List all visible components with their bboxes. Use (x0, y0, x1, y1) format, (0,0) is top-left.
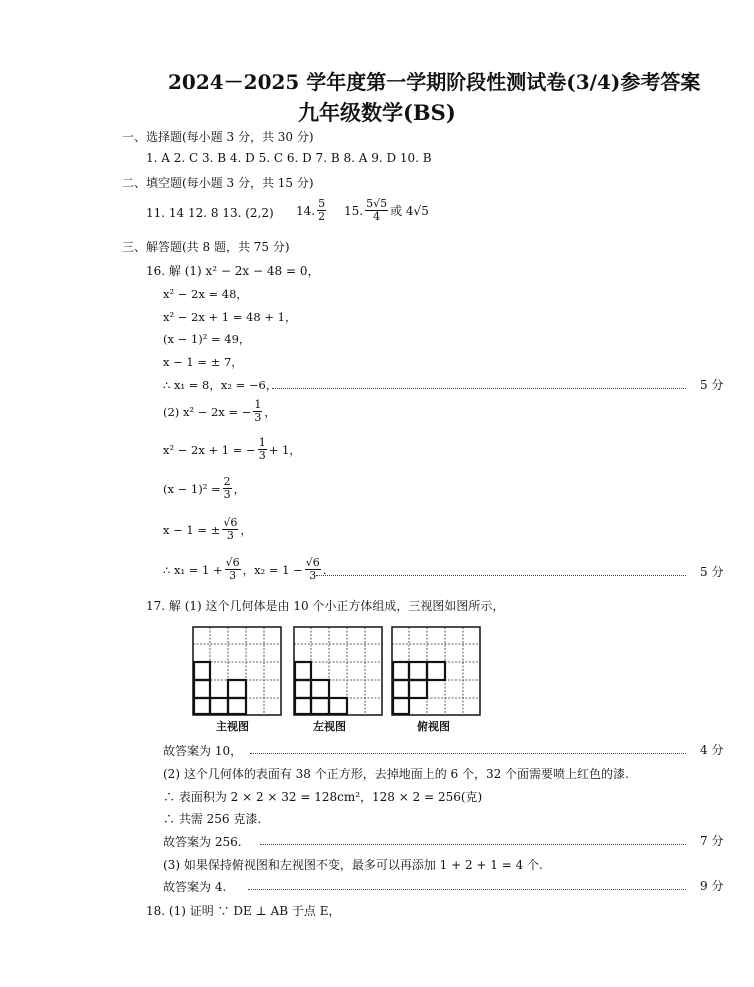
section-heading-choice: 一、选择题(每小题 3 分，共 30 分) (122, 130, 314, 144)
fill-answers-11-13: 11. 14 12. 8 13. (2,2) (146, 206, 274, 220)
q16-line6: ∴ x₁ = 8，x₂ = −6， (163, 378, 278, 392)
section-heading-solve: 三、解答题(共 8 题，共 75 分) (122, 240, 290, 254)
q17-line1: 17. 解 (1) 这个几何体是由 10 个小正方体组成，三视图如图所示， (146, 599, 505, 613)
q16-line10: x − 1 = ± $\frac{√6}{3}$ ， (163, 516, 252, 542)
q17-line5: ∴ 共需 256 克漆. (163, 812, 262, 826)
score-leader (316, 575, 686, 576)
q16-line5: x − 1 = ± 7， (163, 355, 243, 369)
q15-label: 15. (344, 203, 364, 218)
q17-line3: (2) 这个几何体的表面有 38 个正方形，去掉地面上的 6 个，32 个面需要喷上红色的漆. (163, 767, 629, 781)
q16-line8: x² − 2x + 1 = − $\frac{1}{3}$ + 1， (163, 436, 301, 462)
q17-score3: 9 分 (700, 879, 724, 893)
q16-score1: 5 分 (700, 378, 724, 392)
front-view-grid (192, 626, 282, 716)
q16-line9: (x − 1)² = $\frac{2}{3}$ ， (163, 475, 246, 501)
top-view-grid (391, 626, 481, 716)
q14-label: 14. (296, 203, 316, 218)
q18-line1: 18. (1) 证明 ∵ DE ⊥ AB 于点 E， (146, 904, 341, 918)
caption-front-view: 主视图 (216, 720, 249, 733)
score-leader (248, 889, 686, 890)
fill-answer-14 (296, 198, 328, 223)
q16-line7: (2) x² − 2x = − $\frac{1}{3}$ ， (163, 398, 276, 424)
q16-score2: 5 分 (700, 565, 724, 579)
q16-line11: ∴ x₁ = 1 + $\frac{√6}{3}$ ，x₂ = 1 − $\frac{√6}{3}$ . (163, 556, 327, 582)
q16-line1: 16. 解 (1) x² − 2x − 48 = 0， (146, 264, 320, 278)
q17-line2: 故答案为 10， (163, 744, 243, 758)
section-heading-fill: 二、填空题(每小题 3 分，共 15 分) (122, 176, 314, 190)
page-subtitle: 九年级数学(BS) (298, 100, 456, 125)
q17-score1: 4 分 (700, 743, 724, 757)
choice-answers: 1. A 2. C 3. B 4. D 5. C 6. D 7. B 8. A 9. D 10. B (146, 151, 432, 165)
q15-tail: 或 4√5 (390, 204, 429, 218)
page-title: 2024－2025 学年度第一学期阶段性测试卷(3/4)参考答案 (168, 70, 701, 94)
caption-top-view: 俯视图 (417, 720, 450, 733)
score-leader (260, 844, 686, 845)
q15-fraction: $\frac{5√5}{4}$ (366, 197, 388, 223)
score-leader (272, 388, 686, 389)
q16-line3: x² − 2x + 1 = 48 + 1， (163, 310, 297, 324)
q17-line7: (3) 如果保持俯视图和左视图不变，最多可以再添加 1 + 2 + 1 = 4 个. (163, 858, 543, 872)
q17-line6: 故答案为 256. (163, 835, 242, 849)
q16-line2: x² − 2x = 48， (163, 287, 248, 301)
q16-line4: (x − 1)² = 49， (163, 332, 251, 346)
q17-score2: 7 分 (700, 834, 724, 848)
q17-line4: ∴ 表面积为 2 × 2 × 32 = 128cm²，128 × 2 = 256(克) (163, 790, 483, 804)
caption-left-view: 左视图 (313, 720, 346, 733)
fill-answer-15 (344, 198, 429, 223)
score-leader (250, 753, 686, 754)
q14-fraction: $\frac{5}{2}$ (318, 197, 326, 223)
q17-line8: 故答案为 4. (163, 880, 227, 894)
left-view-grid (293, 626, 383, 716)
